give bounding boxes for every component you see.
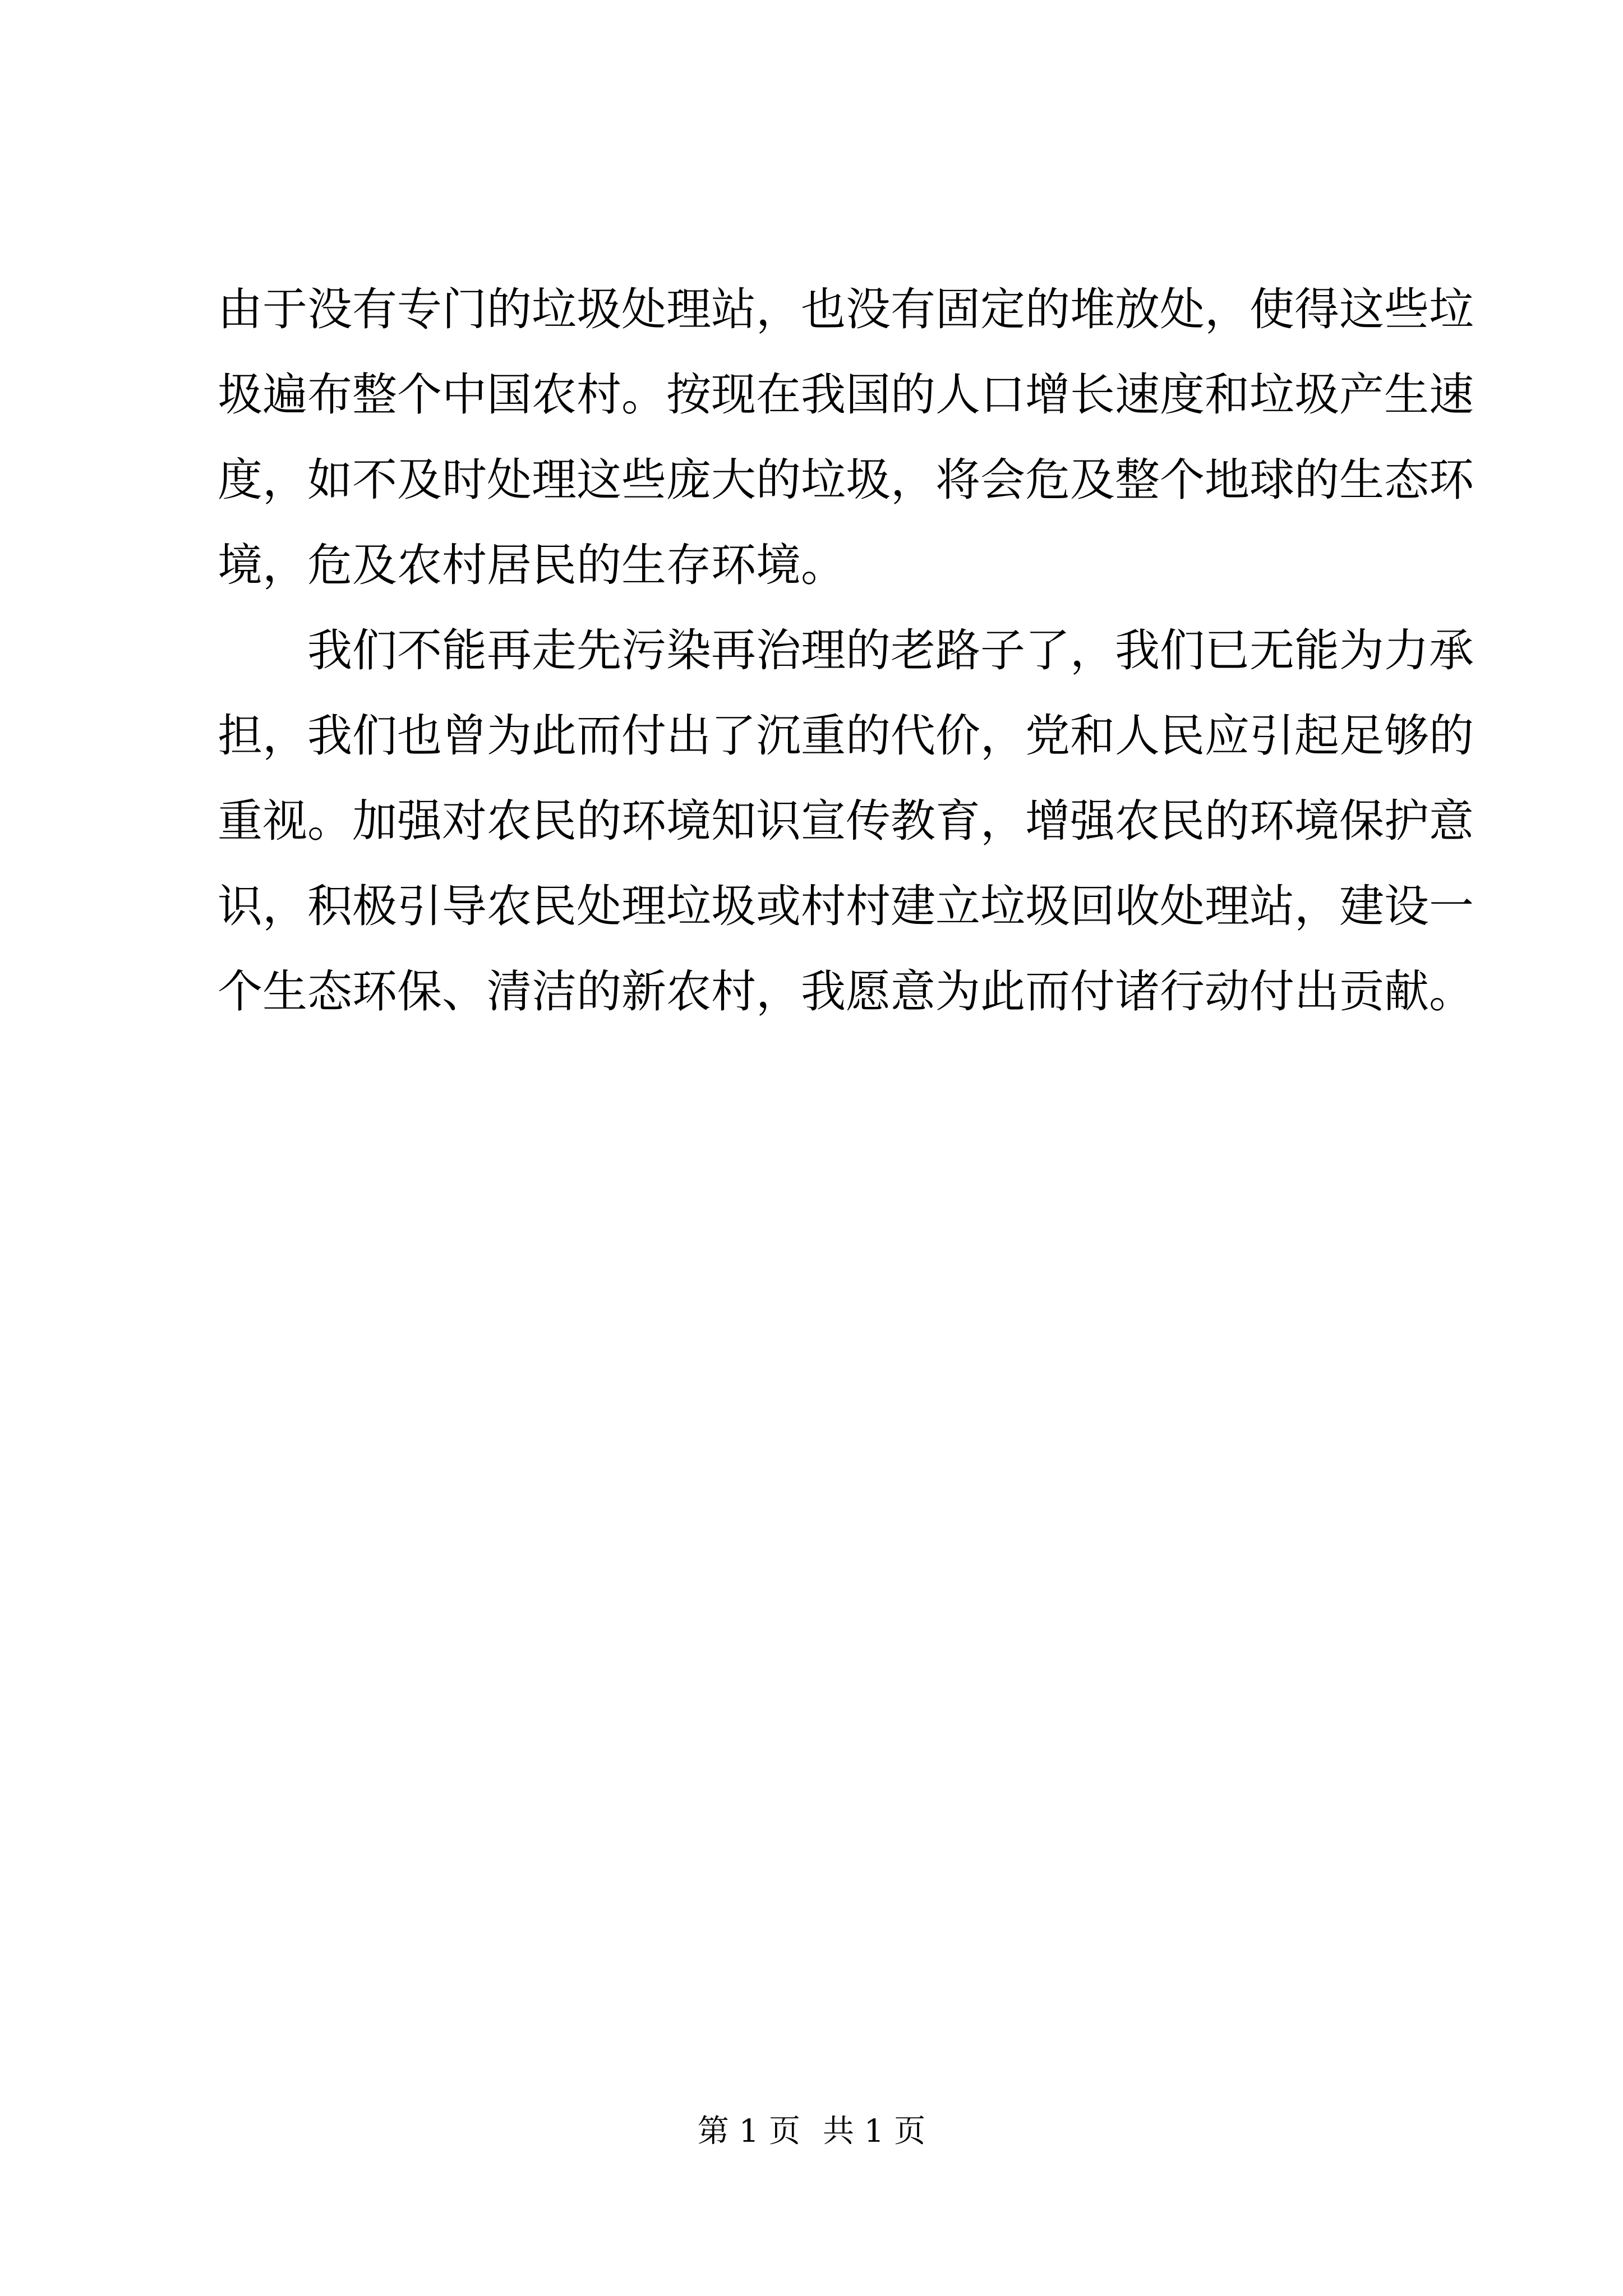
text-line: 重视。加强对农民的环境知识宣传教育，增强农民的环境保护意	[218, 795, 1474, 847]
text-line: 担，我们也曾为此而付出了沉重的代价，党和人民应引起足够的	[218, 710, 1474, 762]
page-total: 共 1 页	[823, 2113, 926, 2150]
document-body	[218, 267, 1474, 1034]
paragraph-2	[218, 608, 1474, 1034]
text-line: 我们不能再走先污染再治理的老路子了，我们已无能为力承	[307, 624, 1474, 677]
text-line: 个生态环保、清洁的新农村，我愿意为此而付诸行动付出贡献。	[218, 965, 1474, 1018]
page-footer	[0, 2109, 1623, 2154]
text-line: 识，积极引导农民处理垃圾或村村建立垃圾回收处理站，建设一	[218, 880, 1474, 932]
text-line: 境，危及农村居民的生存环境。	[218, 539, 846, 591]
page-number: 第 1 页	[697, 2113, 800, 2150]
paragraph-1	[218, 267, 1474, 608]
text-line: 度，如不及时处理这些庞大的垃圾，将会危及整个地球的生态环	[218, 454, 1474, 506]
text-line: 由于没有专门的垃圾处理站，也没有固定的堆放处，使得这些垃	[218, 283, 1474, 335]
text-line: 圾遍布整个中国农村。按现在我国的人口增长速度和垃圾产生速	[218, 369, 1474, 421]
